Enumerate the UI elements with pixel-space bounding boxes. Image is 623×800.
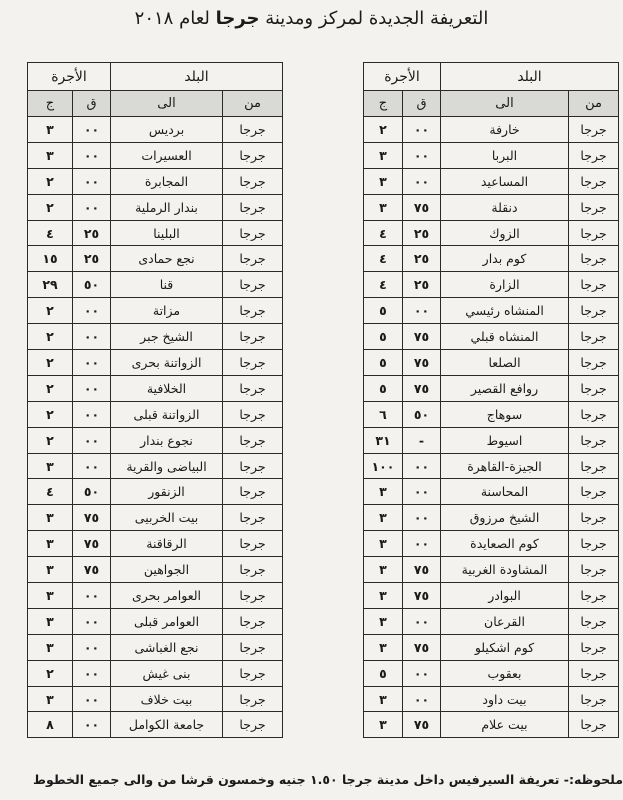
- fare-rows: [28, 117, 283, 738]
- pound-cell: ٣: [364, 608, 403, 634]
- page-title: [0, 8, 623, 29]
- header-to: الى: [111, 91, 223, 117]
- to-cell: جامعة الكوامل: [111, 712, 223, 738]
- table-row: [364, 557, 619, 583]
- header-pound: ج: [28, 91, 73, 117]
- from-cell: جرجا: [223, 194, 283, 220]
- table-row: [364, 479, 619, 505]
- from-cell: جرجا: [569, 634, 619, 660]
- from-cell: جرجا: [223, 479, 283, 505]
- from-cell: جرجا: [223, 583, 283, 609]
- table-row: [364, 531, 619, 557]
- table-row: [364, 194, 619, 220]
- pound-cell: ٣: [364, 531, 403, 557]
- to-cell: دنقلة: [441, 194, 569, 220]
- from-cell: جرجا: [223, 220, 283, 246]
- from-cell: جرجا: [569, 272, 619, 298]
- table-row: [28, 168, 283, 194]
- from-cell: جرجا: [569, 531, 619, 557]
- piaster-cell: ٠٠: [403, 660, 441, 686]
- from-cell: جرجا: [569, 246, 619, 272]
- to-cell: برديس: [111, 117, 223, 143]
- to-cell: سوهاج: [441, 401, 569, 427]
- to-cell: العوامر قبلى: [111, 608, 223, 634]
- pound-cell: ٣: [364, 557, 403, 583]
- fare-table-right: [363, 62, 619, 738]
- to-cell: نجع حمادى: [111, 246, 223, 272]
- pound-cell: ٣: [28, 686, 73, 712]
- to-cell: روافع القصير: [441, 375, 569, 401]
- piaster-cell: ٠٠: [403, 505, 441, 531]
- table-row: [364, 427, 619, 453]
- table-row: [364, 168, 619, 194]
- table-row: [28, 375, 283, 401]
- to-cell: الرقاقنة: [111, 531, 223, 557]
- pound-cell: ٣: [28, 583, 73, 609]
- pound-cell: ٥: [364, 660, 403, 686]
- piaster-cell: ٠٠: [403, 608, 441, 634]
- to-cell: كوم الصعايدة: [441, 531, 569, 557]
- piaster-cell: ٠٠: [403, 453, 441, 479]
- table-row: [28, 324, 283, 350]
- table-row: [364, 375, 619, 401]
- from-cell: جرجا: [223, 168, 283, 194]
- to-cell: المساعيد: [441, 168, 569, 194]
- to-cell: كوم بدار: [441, 246, 569, 272]
- table-row: [28, 246, 283, 272]
- pound-cell: ٢: [28, 194, 73, 220]
- from-cell: جرجا: [223, 142, 283, 168]
- piaster-cell: ٠٠: [73, 142, 111, 168]
- piaster-cell: ٧٥: [403, 557, 441, 583]
- from-cell: جرجا: [223, 634, 283, 660]
- table-row: [28, 298, 283, 324]
- title-prefix: التعريفة الجديدة لمركز ومدينة: [259, 8, 489, 29]
- pound-cell: ٣: [364, 583, 403, 609]
- table-row: [28, 712, 283, 738]
- piaster-cell: ٧٥: [73, 505, 111, 531]
- to-cell: الصلعا: [441, 350, 569, 376]
- piaster-cell: ٧٥: [403, 375, 441, 401]
- from-cell: جرجا: [569, 427, 619, 453]
- pound-cell: ٣: [28, 557, 73, 583]
- table-row: [364, 583, 619, 609]
- piaster-cell: ٠٠: [73, 324, 111, 350]
- header-piaster: ق: [73, 91, 111, 117]
- to-cell: نجع الغباشى: [111, 634, 223, 660]
- piaster-cell: ٠٠: [403, 686, 441, 712]
- fare-table-left: [27, 62, 283, 738]
- from-cell: جرجا: [223, 712, 283, 738]
- table-row: [28, 505, 283, 531]
- table-row: [28, 583, 283, 609]
- piaster-cell: ٠٠: [403, 117, 441, 143]
- pound-cell: ٣: [28, 608, 73, 634]
- from-cell: جرجا: [223, 272, 283, 298]
- from-cell: جرجا: [569, 142, 619, 168]
- from-cell: جرجا: [569, 583, 619, 609]
- from-cell: جرجا: [569, 220, 619, 246]
- header-from: من: [223, 91, 283, 117]
- from-cell: جرجا: [223, 557, 283, 583]
- pound-cell: ٣: [364, 634, 403, 660]
- to-cell: المشاودة الغربية: [441, 557, 569, 583]
- pound-cell: ٦: [364, 401, 403, 427]
- to-cell: مزاتة: [111, 298, 223, 324]
- from-cell: جرجا: [223, 324, 283, 350]
- to-cell: القرعان: [441, 608, 569, 634]
- table-row: [364, 142, 619, 168]
- table-row: [28, 479, 283, 505]
- from-cell: جرجا: [223, 350, 283, 376]
- table-row: [28, 608, 283, 634]
- pound-cell: ٢: [28, 324, 73, 350]
- from-cell: جرجا: [223, 505, 283, 531]
- table-row: [364, 220, 619, 246]
- from-cell: جرجا: [569, 505, 619, 531]
- to-cell: العوامر بحرى: [111, 583, 223, 609]
- to-cell: المنشاه رئيسي: [441, 298, 569, 324]
- piaster-cell: ٢٥: [73, 220, 111, 246]
- to-cell: الزارة: [441, 272, 569, 298]
- to-cell: العسيرات: [111, 142, 223, 168]
- piaster-cell: ٧٥: [403, 194, 441, 220]
- pound-cell: ٢: [28, 350, 73, 376]
- to-cell: المجابرة: [111, 168, 223, 194]
- from-cell: جرجا: [569, 712, 619, 738]
- to-cell: البياضى والقرية: [111, 453, 223, 479]
- to-cell: الزنقور: [111, 479, 223, 505]
- to-cell: قنا: [111, 272, 223, 298]
- pound-cell: ٣: [28, 634, 73, 660]
- pound-cell: ٤: [364, 220, 403, 246]
- table-row: [364, 401, 619, 427]
- to-cell: الجيزة-القاهرة: [441, 453, 569, 479]
- piaster-cell: ٠٠: [73, 660, 111, 686]
- table-row: [28, 660, 283, 686]
- from-cell: جرجا: [569, 168, 619, 194]
- to-cell: الزوك: [441, 220, 569, 246]
- piaster-cell: ٠٠: [73, 608, 111, 634]
- piaster-cell: ٠٠: [73, 583, 111, 609]
- pound-cell: ٣: [28, 142, 73, 168]
- to-cell: المنشاه قبلي: [441, 324, 569, 350]
- piaster-cell: ٠٠: [73, 117, 111, 143]
- title-city: جرجا: [215, 8, 260, 29]
- from-cell: جرجا: [223, 246, 283, 272]
- to-cell: الشيخ مرزوق: [441, 505, 569, 531]
- to-cell: خارفة: [441, 117, 569, 143]
- from-cell: جرجا: [223, 375, 283, 401]
- pound-cell: ٢: [28, 427, 73, 453]
- from-cell: جرجا: [569, 557, 619, 583]
- header-to: الى: [441, 91, 569, 117]
- header-fare: الأجرة: [364, 63, 441, 91]
- pound-cell: ٢: [28, 660, 73, 686]
- table-row: [364, 350, 619, 376]
- pound-cell: ٣: [364, 479, 403, 505]
- pound-cell: ٢: [28, 401, 73, 427]
- table-row: [28, 531, 283, 557]
- piaster-cell: ٠٠: [73, 375, 111, 401]
- pound-cell: ٣: [364, 505, 403, 531]
- from-cell: جرجا: [569, 686, 619, 712]
- piaster-cell: ٢٥: [403, 246, 441, 272]
- footnote: ملحوظه:- تعريفة السيرفيس داخل مدينة جرجا ١.٥٠ جنيه وخمسون قرشا من والى جميع الخطوط: [33, 772, 623, 787]
- piaster-cell: ٥٠: [403, 401, 441, 427]
- header-place: البلد: [441, 63, 619, 91]
- piaster-cell: ٠٠: [403, 479, 441, 505]
- piaster-cell: ٠٠: [73, 686, 111, 712]
- table-row: [364, 712, 619, 738]
- from-cell: جرجا: [569, 350, 619, 376]
- piaster-cell: ٠٠: [73, 298, 111, 324]
- piaster-cell: ٠٠: [73, 634, 111, 660]
- pound-cell: ٥: [364, 350, 403, 376]
- table-row: [364, 246, 619, 272]
- piaster-cell: ٠٠: [73, 453, 111, 479]
- pound-cell: ٥: [364, 298, 403, 324]
- pound-cell: ٣: [364, 712, 403, 738]
- piaster-cell: ٧٥: [73, 531, 111, 557]
- table-row: [364, 608, 619, 634]
- piaster-cell: ٠٠: [403, 168, 441, 194]
- piaster-cell: ٧٥: [73, 557, 111, 583]
- to-cell: كوم اشكيلو: [441, 634, 569, 660]
- to-cell: بيت علام: [441, 712, 569, 738]
- pound-cell: ٤: [28, 479, 73, 505]
- from-cell: جرجا: [223, 660, 283, 686]
- from-cell: جرجا: [569, 660, 619, 686]
- table-row: [28, 272, 283, 298]
- pound-cell: ١٥: [28, 246, 73, 272]
- header-from: من: [569, 91, 619, 117]
- to-cell: بيت الخربيى: [111, 505, 223, 531]
- header-fare: الأجرة: [28, 63, 111, 91]
- piaster-cell: ٠٠: [403, 298, 441, 324]
- title-suffix: لعام ٢٠١٨: [134, 8, 216, 29]
- table-row: [364, 298, 619, 324]
- from-cell: جرجا: [223, 531, 283, 557]
- pound-cell: ٢: [28, 168, 73, 194]
- table-row: [364, 686, 619, 712]
- piaster-cell: ٢٥: [73, 246, 111, 272]
- from-cell: جرجا: [223, 686, 283, 712]
- pound-cell: ٣: [364, 686, 403, 712]
- table-row: [364, 634, 619, 660]
- from-cell: جرجا: [223, 298, 283, 324]
- to-cell: الشيخ جبر: [111, 324, 223, 350]
- from-cell: جرجا: [223, 401, 283, 427]
- table-row: [28, 557, 283, 583]
- fare-rows: [364, 117, 619, 738]
- piaster-cell: ٠٠: [403, 531, 441, 557]
- pound-cell: ٣: [364, 168, 403, 194]
- header-piaster: ق: [403, 91, 441, 117]
- from-cell: جرجا: [569, 479, 619, 505]
- pound-cell: ٥: [364, 324, 403, 350]
- piaster-cell: ٥٠: [73, 272, 111, 298]
- pound-cell: ٣: [364, 142, 403, 168]
- pound-cell: ٣: [364, 194, 403, 220]
- to-cell: الزواتنة بحرى: [111, 350, 223, 376]
- header-place: البلد: [111, 63, 283, 91]
- to-cell: البربا: [441, 142, 569, 168]
- from-cell: جرجا: [569, 324, 619, 350]
- to-cell: البلينا: [111, 220, 223, 246]
- piaster-cell: ٠٠: [73, 168, 111, 194]
- pound-cell: ٣: [28, 453, 73, 479]
- to-cell: البوادر: [441, 583, 569, 609]
- pound-cell: ٢: [28, 375, 73, 401]
- pound-cell: ٤: [364, 246, 403, 272]
- piaster-cell: ٧٥: [403, 583, 441, 609]
- pound-cell: ٣: [28, 505, 73, 531]
- piaster-cell: ٠٠: [73, 427, 111, 453]
- pound-cell: ٢: [28, 298, 73, 324]
- table-row: [364, 117, 619, 143]
- to-cell: بعقوب: [441, 660, 569, 686]
- to-cell: اسيوط: [441, 427, 569, 453]
- piaster-cell: ٠٠: [73, 350, 111, 376]
- piaster-cell: ٥٠: [73, 479, 111, 505]
- table-row: [28, 401, 283, 427]
- piaster-cell: -: [403, 427, 441, 453]
- table-row: [28, 350, 283, 376]
- from-cell: جرجا: [223, 453, 283, 479]
- from-cell: جرجا: [569, 117, 619, 143]
- pound-cell: ٣: [28, 531, 73, 557]
- table-row: [28, 634, 283, 660]
- from-cell: جرجا: [569, 194, 619, 220]
- table-row: [364, 660, 619, 686]
- table-row: [364, 505, 619, 531]
- piaster-cell: ٠٠: [73, 194, 111, 220]
- to-cell: بنى غيش: [111, 660, 223, 686]
- from-cell: جرجا: [223, 117, 283, 143]
- piaster-cell: ٠٠: [403, 142, 441, 168]
- to-cell: بيت داود: [441, 686, 569, 712]
- pound-cell: ٨: [28, 712, 73, 738]
- piaster-cell: ٢٥: [403, 272, 441, 298]
- table-row: [28, 194, 283, 220]
- table-row: [28, 427, 283, 453]
- pound-cell: ٢: [364, 117, 403, 143]
- to-cell: بيت خلاف: [111, 686, 223, 712]
- table-row: [28, 453, 283, 479]
- to-cell: الخلافية: [111, 375, 223, 401]
- header-pound: ج: [364, 91, 403, 117]
- from-cell: جرجا: [223, 427, 283, 453]
- to-cell: المحاسنة: [441, 479, 569, 505]
- from-cell: جرجا: [569, 375, 619, 401]
- to-cell: الجواهين: [111, 557, 223, 583]
- pound-cell: ١٠٠: [364, 453, 403, 479]
- from-cell: جرجا: [223, 608, 283, 634]
- to-cell: بندار الرملية: [111, 194, 223, 220]
- piaster-cell: ٠٠: [73, 401, 111, 427]
- to-cell: الزواتنة قبلى: [111, 401, 223, 427]
- to-cell: نجوع بندار: [111, 427, 223, 453]
- pound-cell: ٤: [364, 272, 403, 298]
- table-row: [364, 272, 619, 298]
- from-cell: جرجا: [569, 298, 619, 324]
- pound-cell: ٢٩: [28, 272, 73, 298]
- from-cell: جرجا: [569, 401, 619, 427]
- table-row: [364, 453, 619, 479]
- piaster-cell: ٧٥: [403, 634, 441, 660]
- piaster-cell: ٧٥: [403, 324, 441, 350]
- table-row: [28, 686, 283, 712]
- pound-cell: ٣١: [364, 427, 403, 453]
- piaster-cell: ٢٥: [403, 220, 441, 246]
- pound-cell: ٥: [364, 375, 403, 401]
- piaster-cell: ٠٠: [73, 712, 111, 738]
- pound-cell: ٤: [28, 220, 73, 246]
- table-row: [364, 324, 619, 350]
- pound-cell: ٣: [28, 117, 73, 143]
- table-row: [28, 220, 283, 246]
- table-row: [28, 117, 283, 143]
- table-row: [28, 142, 283, 168]
- from-cell: جرجا: [569, 453, 619, 479]
- piaster-cell: ٧٥: [403, 350, 441, 376]
- from-cell: جرجا: [569, 608, 619, 634]
- piaster-cell: ٧٥: [403, 712, 441, 738]
